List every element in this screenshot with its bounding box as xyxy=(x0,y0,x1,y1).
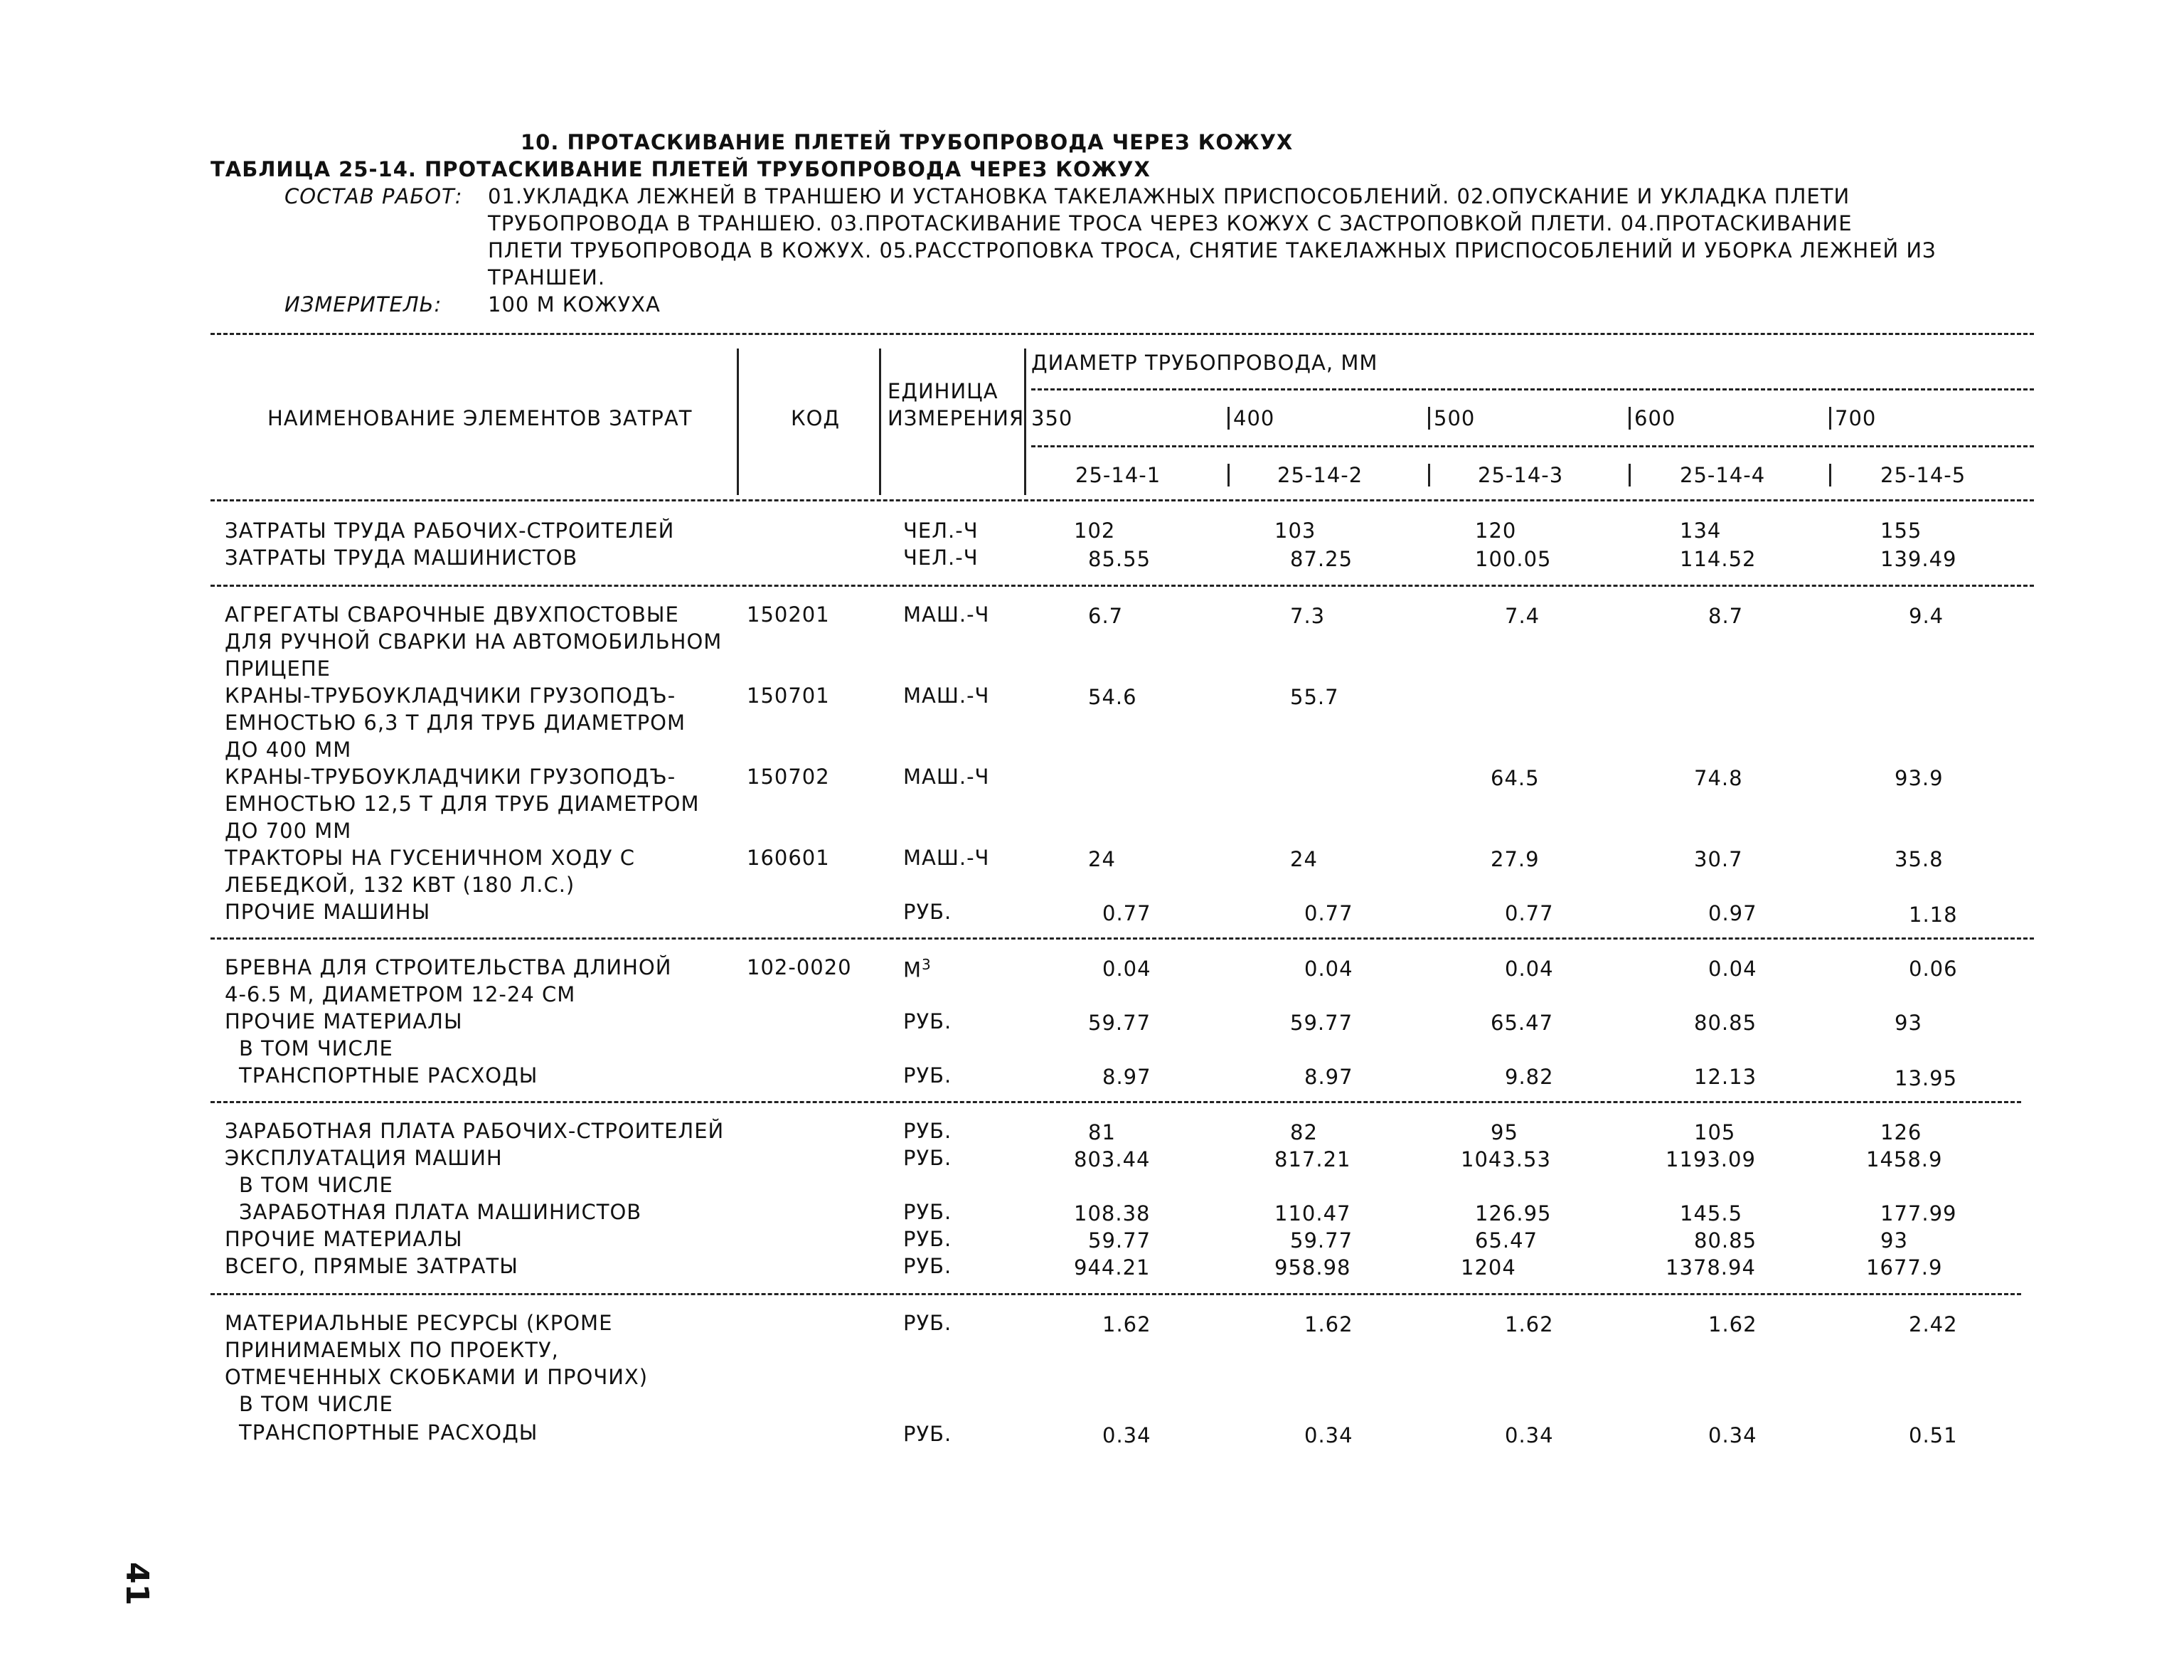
cell: 134 xyxy=(1680,519,1722,543)
row-unit: РУБ. xyxy=(903,1146,952,1170)
row-unit: РУБ. xyxy=(903,1422,952,1446)
cell: 0.77 xyxy=(1505,901,1554,925)
cell: 7.4 xyxy=(1505,604,1540,628)
row-name: ЕМНОСТЬЮ 12,5 Т ДЛЯ ТРУБ ДИАМЕТРОМ xyxy=(225,792,700,816)
scope-line-4: ТРАНШЕИ. xyxy=(488,265,606,289)
cell: 1.62 xyxy=(1304,1312,1353,1336)
meter-value: 100 М КОЖУХА xyxy=(488,292,661,317)
cell: 120 xyxy=(1475,519,1517,543)
header-name: НАИМЕНОВАНИЕ ЭЛЕМЕНТОВ ЗАТРАТ xyxy=(267,406,693,430)
row-name: ЗАРАБОТНАЯ ПЛАТА РАБОЧИХ-СТРОИТЕЛЕЙ xyxy=(225,1119,725,1143)
cell: 54.6 xyxy=(1088,685,1137,709)
cell: 93 xyxy=(1880,1228,1908,1253)
header-divider-d3 xyxy=(1629,407,1631,430)
row-name: МАТЕРИАЛЬНЫЕ РЕСУРСЫ (КРОМЕ xyxy=(225,1311,613,1335)
row-name: АГРЕГАТЫ СВАРОЧНЫЕ ДВУХПОСТОВЫЕ xyxy=(225,602,679,627)
cell: 55.7 xyxy=(1290,685,1339,709)
cell: 1677.9 xyxy=(1866,1255,1943,1280)
header-diam-700: 700 xyxy=(1835,406,1877,430)
header-divider-1 xyxy=(737,349,739,495)
cell: 80.85 xyxy=(1694,1228,1757,1253)
row-unit: ЧЕЛ.-Ч xyxy=(903,519,979,543)
cell: 24 xyxy=(1088,847,1116,871)
row-name: ПРИНИМАЕМЫХ ПО ПРОЕКТУ, xyxy=(225,1338,559,1362)
row-unit: РУБ. xyxy=(903,1200,952,1224)
row-unit: РУБ. xyxy=(903,1063,952,1088)
cell: 59.77 xyxy=(1290,1011,1353,1035)
header-code-1: 25-14-1 xyxy=(1075,463,1161,487)
cell: 0.97 xyxy=(1708,901,1757,925)
cell: 1378.94 xyxy=(1666,1255,1756,1280)
cell: 1.62 xyxy=(1102,1312,1151,1336)
row-name: ЗАТРАТЫ ТРУДА МАШИНИСТОВ xyxy=(225,546,578,570)
row-unit: ЧЕЛ.-Ч xyxy=(903,546,979,570)
row-unit: РУБ. xyxy=(903,1311,952,1335)
cell: 1043.53 xyxy=(1461,1147,1551,1171)
rule-section-3 xyxy=(211,1101,2021,1103)
header-divider-d1 xyxy=(1227,407,1230,430)
cell: 0.51 xyxy=(1909,1423,1958,1447)
cell: 105 xyxy=(1694,1120,1736,1144)
row-name: ДЛЯ РУЧНОЙ СВАРКИ НА АВТОМОБИЛЬНОМ xyxy=(225,629,723,654)
row-unit: РУБ. xyxy=(903,900,952,924)
cell: 108.38 xyxy=(1074,1201,1151,1226)
header-unit-2: ИЗМЕРЕНИЯ xyxy=(888,406,1025,430)
header-divider-3 xyxy=(1024,349,1026,495)
cell: 110.47 xyxy=(1274,1201,1351,1226)
cell: 7.3 xyxy=(1290,604,1326,628)
cell: 81 xyxy=(1088,1120,1116,1144)
row-name: ПРОЧИЕ МАТЕРИАЛЫ xyxy=(225,1009,463,1033)
cell: 85.55 xyxy=(1088,547,1151,571)
row-name: ЕМНОСТЬЮ 6,3 Т ДЛЯ ТРУБ ДИАМЕТРОМ xyxy=(225,711,686,735)
header-diam-title: ДИАМЕТР ТРУБОПРОВОДА, ММ xyxy=(1031,351,1378,375)
row-name: КРАНЫ-ТРУБОУКЛАДЧИКИ ГРУЗОПОДЪ- xyxy=(225,765,676,789)
row-name: ПРОЧИЕ МАТЕРИАЛЫ xyxy=(225,1227,463,1251)
scope-line-2: ТРУБОПРОВОДА В ТРАНШЕЮ. 03.ПРОТАСКИВАНИЕ ТРОСА ЧЕРЕЗ КОЖУХ С ЗАСТРОПОВКОЙ ПЛЕТИ. 04.ПРОТАСКИВАНИЕ xyxy=(488,211,1853,235)
header-divider-d2 xyxy=(1428,407,1430,430)
cell: 9.82 xyxy=(1505,1065,1554,1089)
row-name: В ТОМ ЧИСЛЕ xyxy=(239,1392,393,1416)
rule-codes xyxy=(1031,445,2034,447)
cell: 0.04 xyxy=(1102,957,1151,981)
cell: 126.95 xyxy=(1475,1201,1552,1226)
row-name: 4-6.5 М, ДИАМЕТРОМ 12-24 СМ xyxy=(225,982,576,1006)
cell: 27.9 xyxy=(1491,847,1540,871)
cell: 9.4 xyxy=(1909,604,1944,628)
header-divider-c3 xyxy=(1629,464,1631,487)
header-divider-2 xyxy=(879,349,881,495)
row-unit: МАШ.-Ч xyxy=(903,765,990,789)
row-unit: МАШ.-Ч xyxy=(903,846,990,870)
cell: 139.49 xyxy=(1880,547,1957,571)
row-name: В ТОМ ЧИСЛЕ xyxy=(239,1036,393,1060)
cell: 6.7 xyxy=(1088,604,1124,628)
row-code: 150201 xyxy=(747,602,830,627)
cell: 0.77 xyxy=(1304,901,1353,925)
cell: 80.85 xyxy=(1694,1011,1757,1035)
row-unit: $М^3$ xyxy=(903,956,932,982)
row-name: ТРАНСПОРТНЫЕ РАСХОДЫ xyxy=(239,1063,538,1088)
row-unit: РУБ. xyxy=(903,1119,952,1143)
header-code-4: 25-14-4 xyxy=(1680,463,1766,487)
cell: 1193.09 xyxy=(1666,1147,1756,1171)
row-name: В ТОМ ЧИСЛЕ xyxy=(239,1173,393,1197)
scope-label: СОСТАВ РАБОТ: xyxy=(284,184,463,208)
row-name: ЗАРАБОТНАЯ ПЛАТА МАШИНИСТОВ xyxy=(239,1200,642,1224)
cell: 2.42 xyxy=(1909,1312,1958,1336)
row-name: ЛЕБЕДКОЙ, 132 КВТ (180 Л.С.) xyxy=(225,873,575,897)
header-diam-600: 600 xyxy=(1634,406,1676,430)
header-diam-350: 350 xyxy=(1031,406,1073,430)
rule-diam xyxy=(1031,388,2034,390)
cell: 59.77 xyxy=(1088,1011,1151,1035)
cell: 87.25 xyxy=(1290,547,1353,571)
cell: 0.06 xyxy=(1909,957,1958,981)
row-unit: РУБ. xyxy=(903,1227,952,1251)
cell: 8.97 xyxy=(1102,1065,1151,1089)
cell: 8.97 xyxy=(1304,1065,1353,1089)
cell: 8.7 xyxy=(1708,604,1744,628)
row-unit: МАШ.-Ч xyxy=(903,602,990,627)
cell: 0.34 xyxy=(1505,1423,1554,1447)
cell: 0.04 xyxy=(1505,957,1554,981)
cell: 1.62 xyxy=(1708,1312,1757,1336)
cell: 155 xyxy=(1880,519,1922,543)
cell: 803.44 xyxy=(1074,1147,1151,1171)
row-name: ПРОЧИЕ МАШИНЫ xyxy=(225,900,431,924)
row-name: ДО 400 ММ xyxy=(225,738,352,762)
cell: 0.34 xyxy=(1304,1423,1353,1447)
header-unit-1: ЕДИНИЦА xyxy=(888,379,998,403)
cell: 59.77 xyxy=(1088,1228,1151,1253)
row-name: БРЕВНА ДЛЯ СТРОИТЕЛЬСТВА ДЛИНОЙ xyxy=(225,955,672,979)
cell: 114.52 xyxy=(1680,547,1757,571)
header-divider-d4 xyxy=(1829,407,1831,430)
header-divider-c1 xyxy=(1227,464,1230,487)
cell: 958.98 xyxy=(1274,1255,1351,1280)
cell: 0.77 xyxy=(1102,901,1151,925)
section-title: 10. ПРОТАСКИВАНИЕ ПЛЕТЕЙ ТРУБОПРОВОДА ЧЕРЕЗ КОЖУХ xyxy=(521,130,1294,154)
row-name: ВСЕГО, ПРЯМЫЕ ЗАТРАТЫ xyxy=(225,1254,518,1278)
cell: 1204 xyxy=(1461,1255,1516,1280)
row-name: ПРИЦЕПЕ xyxy=(225,656,331,681)
cell: 103 xyxy=(1274,519,1316,543)
cell: 0.04 xyxy=(1708,957,1757,981)
rule-section-4 xyxy=(211,1293,2021,1295)
header-divider-c4 xyxy=(1829,464,1831,487)
meter-label: ИЗМЕРИТЕЛЬ: xyxy=(284,292,442,317)
cell: 74.8 xyxy=(1694,766,1743,790)
cell: 1.18 xyxy=(1909,903,1958,927)
header-code-2: 25-14-2 xyxy=(1277,463,1363,487)
table-title: ТАБЛИЦА 25-14. ПРОТАСКИВАНИЕ ПЛЕТЕЙ ТРУБОПРОВОДА ЧЕРЕЗ КОЖУХ xyxy=(211,157,1151,181)
row-code: 150701 xyxy=(747,684,830,708)
header-code: КОД xyxy=(791,406,841,430)
header-divider-c2 xyxy=(1428,464,1430,487)
rule-header-bottom xyxy=(211,499,2034,501)
cell: 817.21 xyxy=(1274,1147,1351,1171)
cell: 944.21 xyxy=(1074,1255,1151,1280)
scope-line-1: 01.УКЛАДКА ЛЕЖНЕЙ В ТРАНШЕЮ И УСТАНОВКА ТАКЕЛАЖНЫХ ПРИСПОСОБЛЕНИЙ. 02.ОПУСКАНИЕ И УКЛАДКА ПЛЕТИ xyxy=(488,184,1850,208)
row-name: ДО 700 ММ xyxy=(225,819,352,843)
row-name: ЭКСПЛУАТАЦИЯ МАШИН xyxy=(225,1146,503,1170)
header-diam-500: 500 xyxy=(1434,406,1476,430)
cell: 0.34 xyxy=(1102,1423,1151,1447)
row-code: 150702 xyxy=(747,765,830,789)
cell: 100.05 xyxy=(1475,547,1552,571)
header-diam-400: 400 xyxy=(1233,406,1275,430)
cell: 65.47 xyxy=(1491,1011,1554,1035)
cell: 64.5 xyxy=(1491,766,1540,790)
cell: 102 xyxy=(1074,519,1116,543)
row-code: 102-0020 xyxy=(747,955,852,979)
row-name: ТРАНСПОРТНЫЕ РАСХОДЫ xyxy=(239,1420,538,1445)
cell: 65.47 xyxy=(1475,1228,1538,1253)
row-name: ТРАКТОРЫ НА ГУСЕНИЧНОМ ХОДУ С xyxy=(225,846,635,870)
row-unit: МАШ.-Ч xyxy=(903,684,990,708)
cell: 145.5 xyxy=(1680,1201,1743,1226)
row-name: ЗАТРАТЫ ТРУДА РАБОЧИХ-СТРОИТЕЛЕЙ xyxy=(225,519,675,543)
page-number: 41 xyxy=(119,1562,155,1606)
cell: 82 xyxy=(1290,1120,1318,1144)
cell: 12.13 xyxy=(1694,1065,1757,1089)
cell: 177.99 xyxy=(1880,1201,1957,1226)
row-unit: РУБ. xyxy=(903,1254,952,1278)
header-code-3: 25-14-3 xyxy=(1478,463,1564,487)
rule-section-2 xyxy=(211,937,2034,940)
rule-top xyxy=(211,333,2034,335)
cell: 93.9 xyxy=(1895,766,1944,790)
cell: 95 xyxy=(1491,1120,1518,1144)
scope-line-3: ПЛЕТИ ТРУБОПРОВОДА В КОЖУХ. 05.РАССТРОПОВКА ТРОСА, СНЯТИЕ ТАКЕЛАЖНЫХ ПРИСПОСОБЛЕНИЙ И УБОРКА ЛЕЖНЕЙ ИЗ xyxy=(488,238,1937,262)
rule-section-1 xyxy=(211,585,2034,587)
cell: 35.8 xyxy=(1895,847,1944,871)
cell: 0.04 xyxy=(1304,957,1353,981)
header-code-5: 25-14-5 xyxy=(1880,463,1966,487)
cell: 59.77 xyxy=(1290,1228,1353,1253)
cell: 93 xyxy=(1895,1011,1922,1035)
cell: 30.7 xyxy=(1694,847,1743,871)
cell: 0.34 xyxy=(1708,1423,1757,1447)
cell: 1.62 xyxy=(1505,1312,1554,1336)
row-name: КРАНЫ-ТРУБОУКЛАДЧИКИ ГРУЗОПОДЪ- xyxy=(225,684,676,708)
row-name: ОТМЕЧЕННЫХ СКОБКАМИ И ПРОЧИХ) xyxy=(225,1365,649,1389)
row-code: 160601 xyxy=(747,846,830,870)
row-unit: РУБ. xyxy=(903,1009,952,1033)
cell: 1458.9 xyxy=(1866,1147,1943,1171)
cell: 13.95 xyxy=(1895,1066,1958,1090)
cell: 126 xyxy=(1880,1120,1922,1144)
cell: 24 xyxy=(1290,847,1318,871)
